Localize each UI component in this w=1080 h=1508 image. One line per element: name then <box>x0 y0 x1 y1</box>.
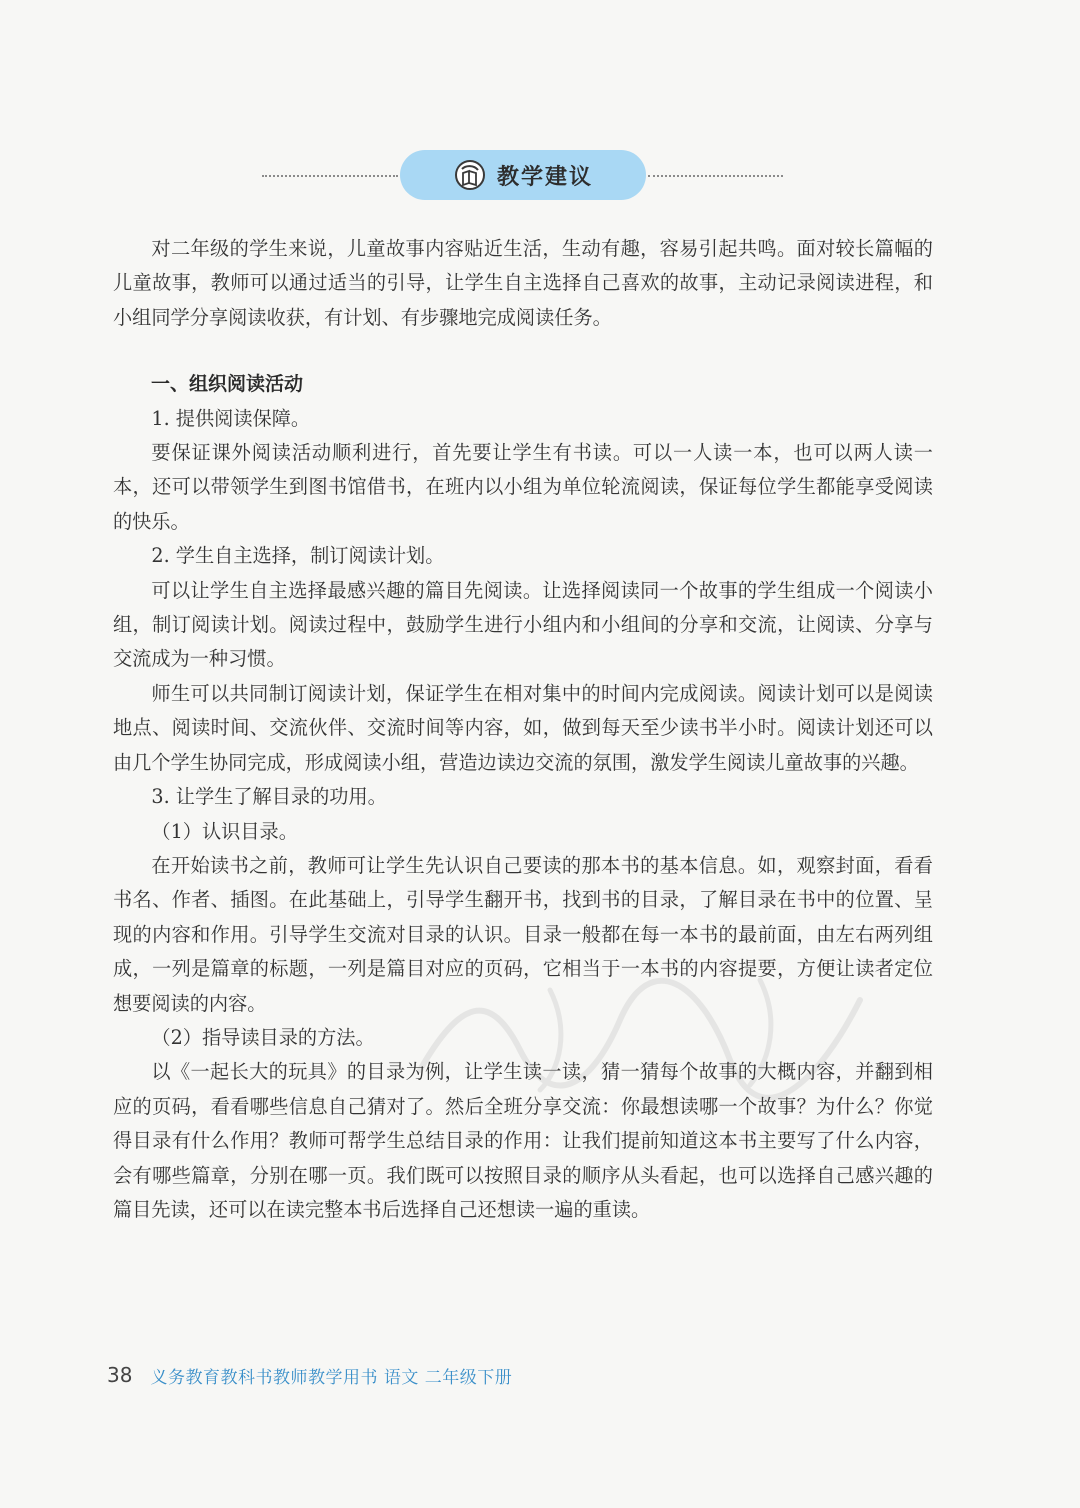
part1-heading: 一、组织阅读活动 <box>151 373 304 396</box>
item2-paragraph-2: 师生可以共同制订阅读计划，保证学生在相对集中的时间内完成阅读。阅读计划可以是阅读地点、阅读时间、交流伙伴、交流时间等内容，如，做到每天至少读书半小时。阅读计划还可以由几个学生协同完成，形成阅读小组，营造边读边交流的氛围，激发学生阅读儿童故事的兴趣。 <box>113 681 933 774</box>
document-body <box>113 232 933 1227</box>
header-divider-left <box>262 175 398 177</box>
item3-title: 3. 让学生了解目录的功用。 <box>151 785 387 809</box>
item1-paragraph: 要保证课外阅读活动顺利进行，首先要让学生有书读。可以一人读一本，也可以两人读一本，还可以带领学生到图书馆借书，在班内以小组为单位轮流阅读，保证每位学生都能享受阅读的快乐。 <box>113 441 933 533</box>
sub2-title: （2）指导读目录的方法。 <box>151 1025 375 1049</box>
section-header <box>0 150 1080 202</box>
sub1-paragraph: 在开始读书之前，教师可让学生先认识自己要读的那本书的基本信息。如，观察封面，看看书名、作者、插图。在此基础上，引导学生翻开书，找到书的目录，了解目录在书中的位置、呈现的内容和作用。引导学生交流对目录的认识。目录一般都在每一本书的最前面，由左右两列组成，一列是篇章的标题，一列是篇目对应的页码，它相当于一本书的内容提要，方便让读者定位想要阅读的内容。 <box>113 853 933 1015</box>
item2-title: 2. 学生自主选择，制订阅读计划。 <box>151 544 445 568</box>
section-badge-icon <box>453 158 487 192</box>
intro-paragraph: 对二年级的学生来说，儿童故事内容贴近生活，生动有趣，容易引起共鸣。面对较长篇幅的儿童故事，教师可以通过适当的引导，让学生自主选择自己喜欢的故事，主动记录阅读进程，和小组同学分享阅读收获，有计划、有步骤地完成阅读任务。 <box>113 237 933 329</box>
book-title: 义务教育教科书教师教学用书 语文 二年级下册 <box>150 1367 513 1388</box>
item1-title: 1. 提供阅读保障。 <box>151 406 311 430</box>
page-number: 38 <box>107 1363 133 1387</box>
page-footer <box>107 1362 512 1388</box>
section-title-pill <box>400 150 646 200</box>
item2-paragraph-1: 可以让学生自主选择最感兴趣的篇目先阅读。让选择阅读同一个故事的学生组成一个阅读小组，制订阅读计划。阅读过程中，鼓励学生进行小组内和小组间的分享和交流，让阅读、分享与交流成为一种习惯。 <box>113 578 933 671</box>
section-title: 教学建议 <box>496 164 593 190</box>
sub2-paragraph: 以《一起长大的玩具》的目录为例，让学生读一读，猜一猜每个故事的大概内容，并翻到相应的页码，看看哪些信息自己猜对了。然后全班分享交流：你最想读哪一个故事？为什么？你觉得目录有什么作用？教师可帮学生总结目录的作用：让我们提前知道这本书主要写了什么内容，会有哪些篇章，分别在哪一页。我们既可以按照目录的顺序从头看起，也可以选择自己感兴趣的篇目先读，还可以在读完整本书后选择自己还想读一遍的重读。 <box>113 1060 933 1221</box>
sub1-title: （1）认识目录。 <box>151 819 298 843</box>
header-divider-right <box>648 175 783 177</box>
